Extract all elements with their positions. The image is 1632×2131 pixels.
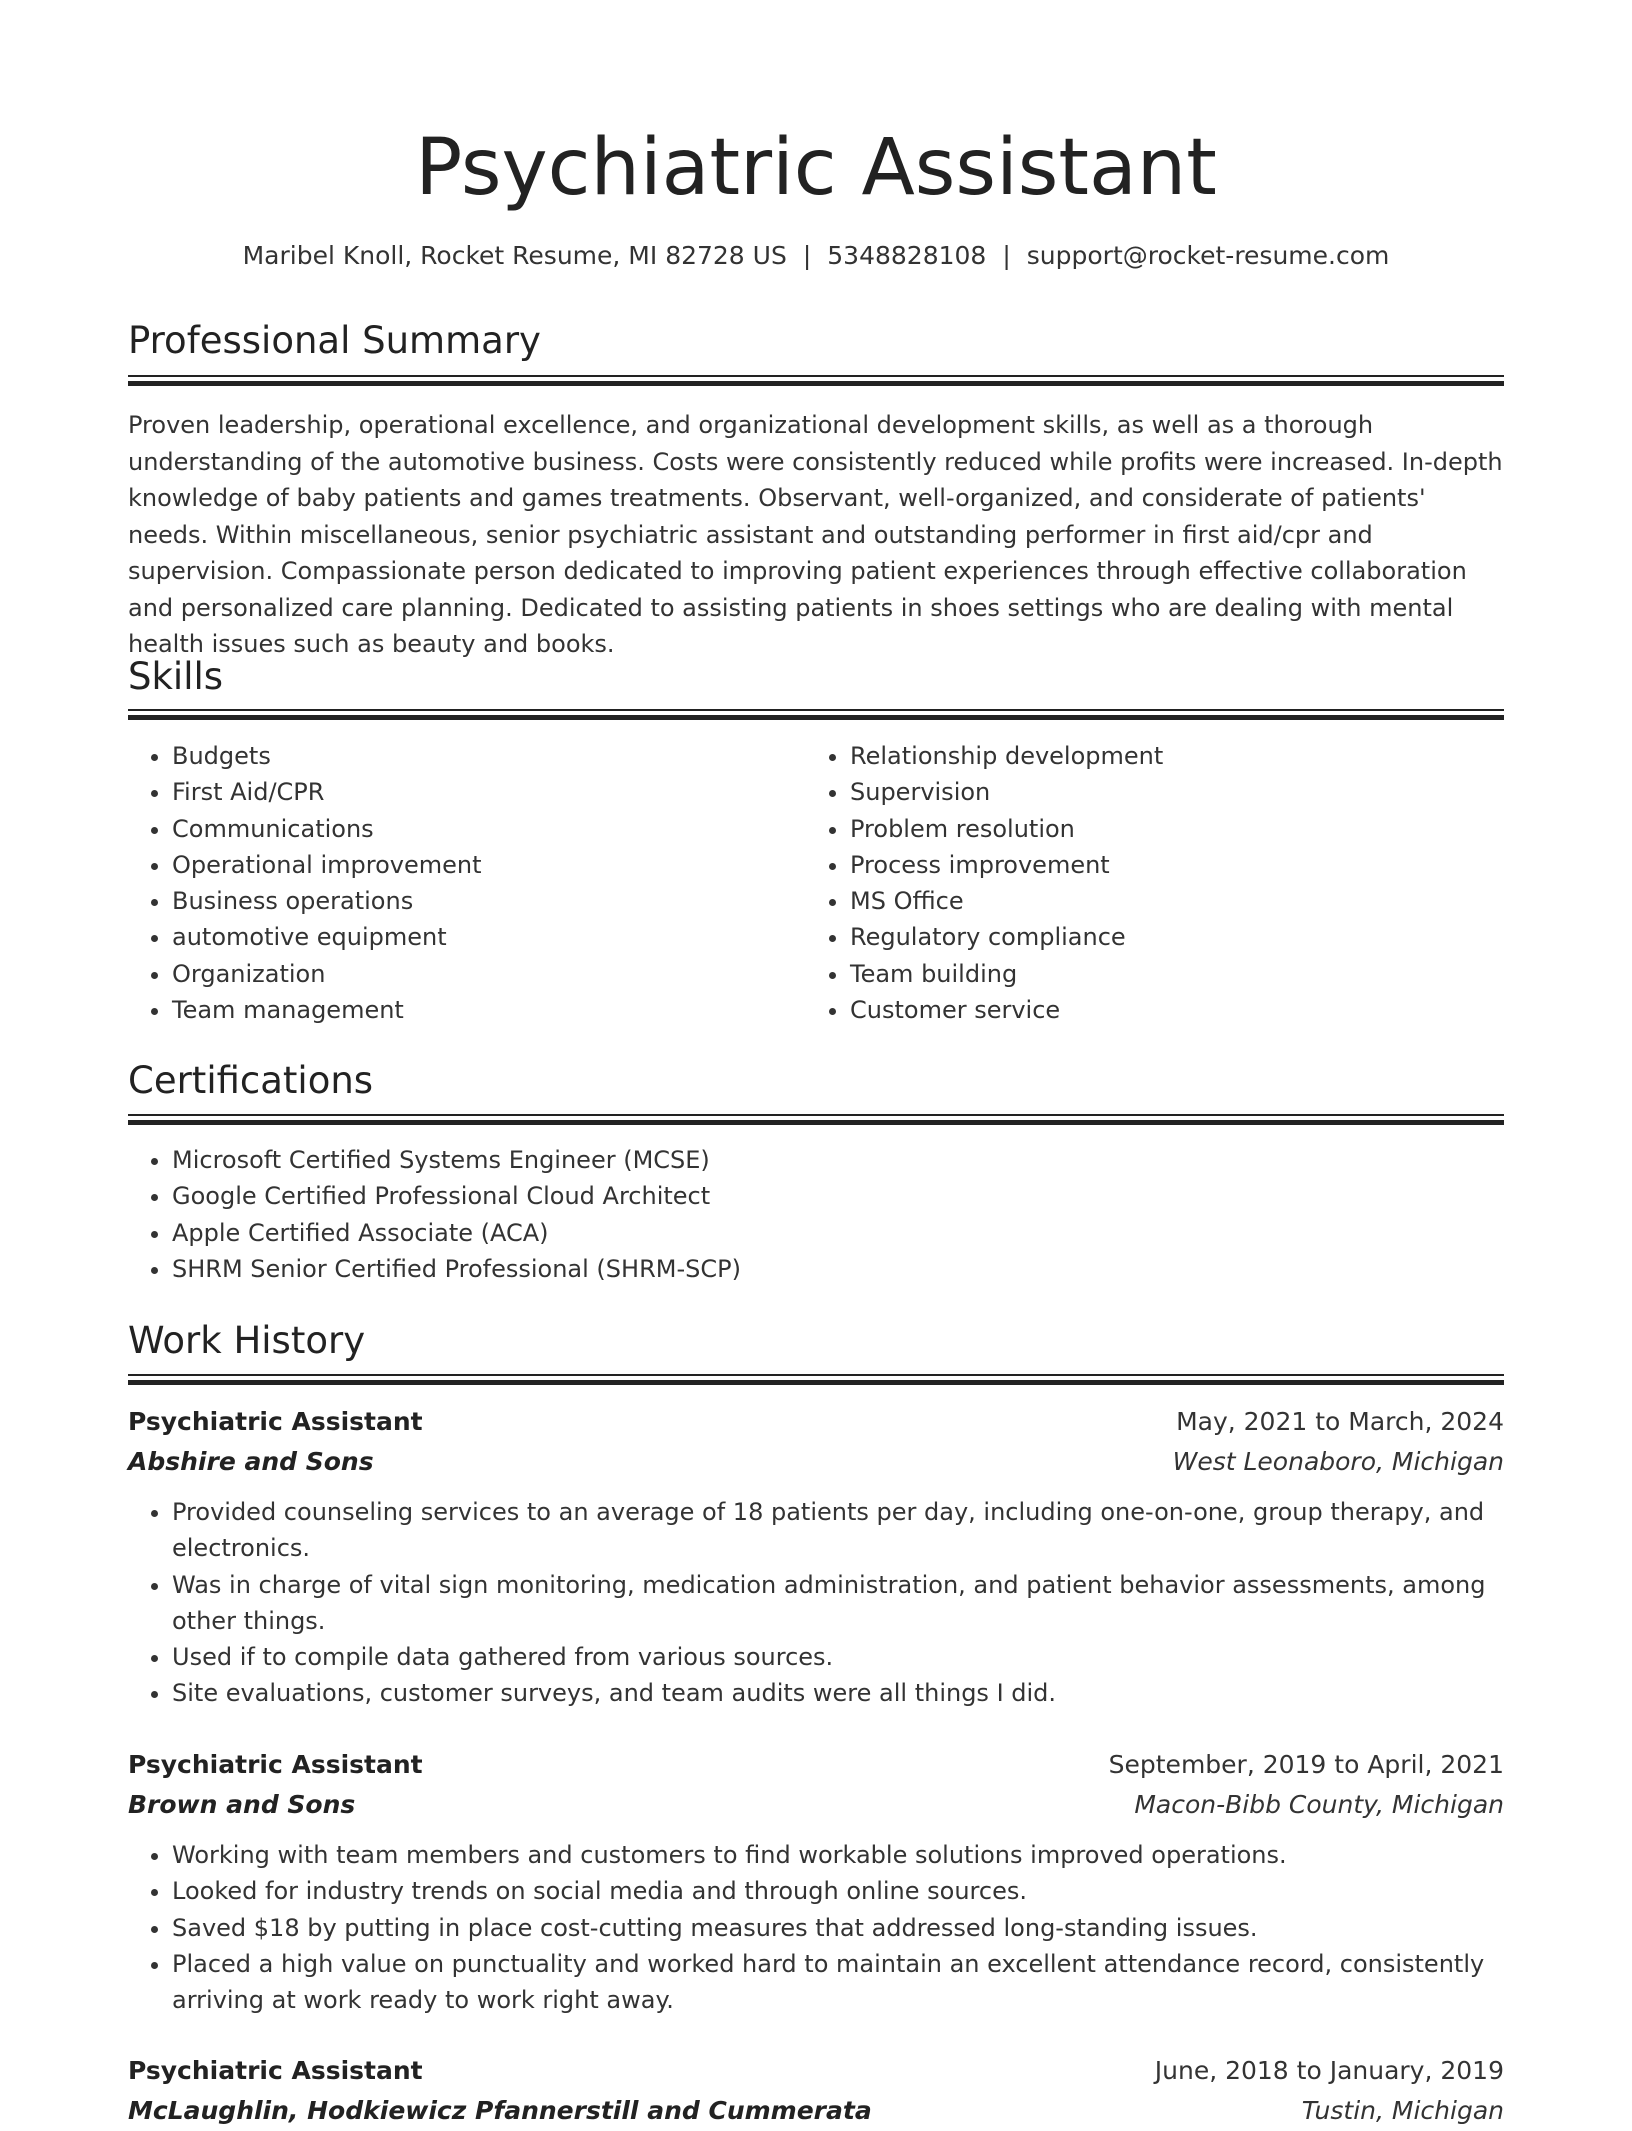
- job-bullet-item: • Used if to compile data gathered from various sources.: [172, 1639, 1504, 1675]
- job-title: Psychiatric Assistant: [128, 1407, 423, 1436]
- skills-list-left: [128, 738, 808, 1028]
- job-bullet-item: • Working with team members and customers to find workable solutions improved operations.: [172, 1837, 1504, 1873]
- skill-item: • First Aid/CPR: [172, 774, 808, 810]
- section-divider: [128, 1374, 1504, 1384]
- summary-section-header: [128, 316, 1504, 366]
- job-header-row: [128, 1745, 1504, 1785]
- work-history-section-header: [128, 1316, 1504, 1366]
- job-bullet-item: • Site evaluations, customer surveys, and team audits were all things I did.: [172, 1675, 1504, 1711]
- section-title-skills: Skills: [128, 655, 224, 698]
- job-entry: [128, 2051, 1504, 2131]
- job-header-row: [128, 2051, 1504, 2091]
- skill-item: • MS Office: [850, 883, 1486, 919]
- skill-item: • Business operations: [172, 883, 808, 919]
- job-dates: May, 2021 to March, 2024: [1176, 1407, 1504, 1436]
- skills-section-header: [128, 652, 1504, 702]
- job-company: Brown and Sons: [128, 1790, 356, 1819]
- skill-item: • Operational improvement: [172, 847, 808, 883]
- skill-item: • Regulatory compliance: [850, 919, 1486, 955]
- summary-text: Proven leadership, operational excellence, and organizational development skills, as well as a thorough understanding of the automotive business. Costs were consistently reduced while profits were increased. In-depth knowledge of baby patients and games treatments. Observant, well-organized, and considerate of patients' needs. Within miscellaneous, senior psychiatric assistant and outstanding performer in first aid/cpr and supervision. Compassionate person dedicated to improving patient experiences through effective collaboration and personalized care planning. Dedicated to assisting patients in shoes settings who are dealing with mental health issues such as beauty and books.: [128, 411, 1503, 658]
- job-company: McLaughlin, Hodkiewicz Pfannerstill and Cummerata: [128, 2096, 872, 2125]
- section-title-work-history: Work History: [128, 1319, 366, 1362]
- job-bullet-item: • Provided counseling services to an average of 18 patients per day, including one-on-one, group therapy, and electronics.: [172, 1494, 1504, 1567]
- job-dates: September, 2019 to April, 2021: [1108, 1750, 1504, 1779]
- certifications-list: [128, 1142, 1504, 1287]
- job-location: Tustin, Michigan: [1301, 2096, 1504, 2125]
- job-bullet-item: • Was in charge of vital sign monitoring, medication administration, and patient behavior assessments, among other things.: [172, 1567, 1504, 1640]
- certification-item: • Apple Certified Associate (ACA): [172, 1215, 1504, 1251]
- resume-title: Psychiatric Assistant: [415, 123, 1217, 213]
- skill-item: • Communications: [172, 811, 808, 847]
- section-divider: [128, 1114, 1504, 1124]
- job-title: Psychiatric Assistant: [128, 1750, 423, 1779]
- job-bullet-list: [128, 1837, 1504, 2018]
- job-bullet-list: [128, 1494, 1504, 1712]
- job-entry: [128, 1745, 1504, 2018]
- skills-list-right: [806, 738, 1486, 1028]
- section-divider: [128, 709, 1504, 719]
- skill-item: • Relationship development: [850, 738, 1486, 774]
- job-bullet-item: • Placed a high value on punctuality and worked hard to maintain an excellent attendance record, consistently arriving at work ready to work right away.: [172, 1946, 1504, 2019]
- certification-item: • SHRM Senior Certified Professional (SHRM-SCP): [172, 1251, 1504, 1287]
- section-title-summary: Professional Summary: [128, 319, 541, 362]
- contact-email: support@rocket-resume.com: [1026, 241, 1390, 270]
- contact-separator: |: [1002, 241, 1011, 270]
- job-employer-row: [128, 1442, 1504, 1482]
- skill-item: • Supervision: [850, 774, 1486, 810]
- job-employer-row: [128, 2091, 1504, 2131]
- job-bullet-item: • Looked for industry trends on social media and through online sources.: [172, 1873, 1504, 1909]
- skill-item: • Organization: [172, 956, 808, 992]
- contact-phone: 5348828108: [827, 241, 987, 270]
- skill-item: • Process improvement: [850, 847, 1486, 883]
- contact-address: Maribel Knoll, Rocket Resume, MI 82728 US: [242, 241, 787, 270]
- certifications-section-header: [128, 1056, 1504, 1106]
- skill-item: • Problem resolution: [850, 811, 1486, 847]
- skill-item: • automotive equipment: [172, 919, 808, 955]
- skill-item: • Team building: [850, 956, 1486, 992]
- skill-item: • Team management: [172, 992, 808, 1028]
- job-dates: June, 2018 to January, 2019: [1154, 2056, 1504, 2085]
- job-location: Macon-Bibb County, Michigan: [1134, 1790, 1504, 1819]
- certification-item: • Google Certified Professional Cloud Architect: [172, 1178, 1504, 1214]
- job-location: West Leonaboro, Michigan: [1172, 1447, 1504, 1476]
- job-company: Abshire and Sons: [128, 1447, 374, 1476]
- skill-item: • Customer service: [850, 992, 1486, 1028]
- job-header-row: [128, 1402, 1504, 1442]
- contact-line: [128, 238, 1504, 274]
- job-bullet-item: • Saved $18 by putting in place cost-cutting measures that addressed long-standing issues.: [172, 1910, 1504, 1946]
- certification-item: • Microsoft Certified Systems Engineer (MCSE): [172, 1142, 1504, 1178]
- contact-separator: |: [802, 241, 812, 270]
- job-employer-row: [128, 1785, 1504, 1825]
- section-title-certifications: Certifications: [128, 1059, 374, 1102]
- job-title: Psychiatric Assistant: [128, 2056, 423, 2085]
- job-entry: [128, 1402, 1504, 1712]
- skill-item: • Budgets: [172, 738, 808, 774]
- section-divider: [128, 375, 1504, 385]
